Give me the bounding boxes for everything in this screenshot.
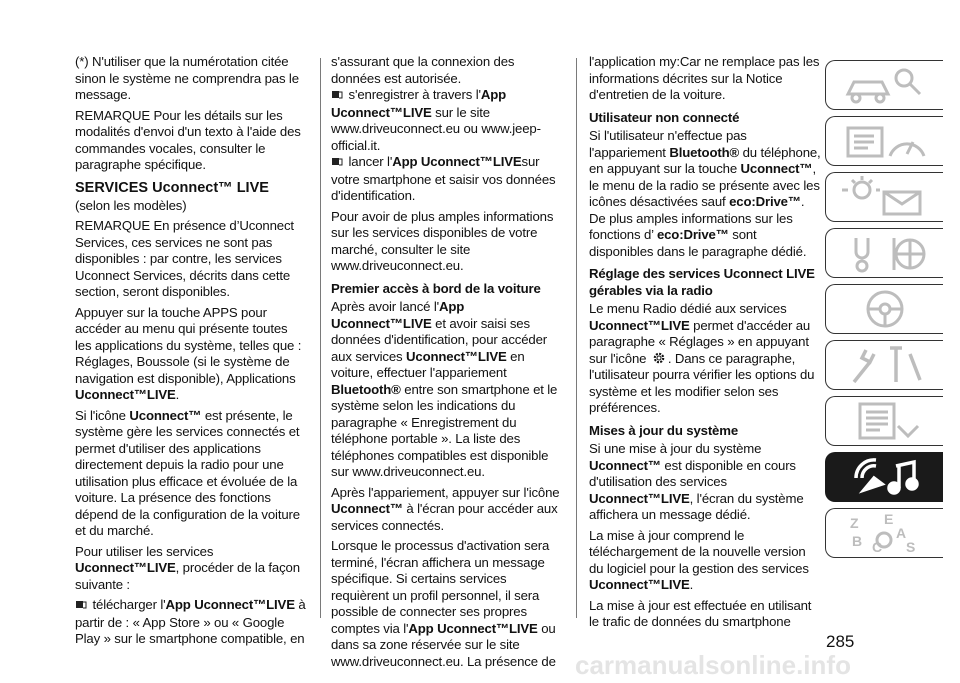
- paragraph: [331, 299, 563, 481]
- text: en voiture, effectuer l'appariement: [331, 348, 525, 380]
- text: .: [689, 577, 694, 592]
- text: Après avoir lancé l': [331, 299, 439, 314]
- bold-text: Uconnect™LIVE: [75, 387, 176, 402]
- bullet-icon: [75, 598, 89, 615]
- text: du téléphone, en appuyant sur la touche: [589, 144, 821, 176]
- text: .: [800, 194, 805, 209]
- paragraph: [331, 538, 563, 670]
- subsection-heading: Mises à jour du système: [589, 422, 738, 438]
- subsection-heading: Premier accès à bord de la voiture: [331, 280, 541, 296]
- column-1: [75, 54, 307, 652]
- tab-specifications[interactable]: [825, 396, 943, 446]
- column-2: [331, 54, 563, 674]
- text: ou dans sa zone réservée sur le site www.driveuconnect.eu. La présence de: [331, 620, 556, 669]
- bold-text: App Uconnect™LIVE: [331, 299, 465, 331]
- text: Appuyer sur la touche APPS pour accéder au menu qui présente toutes les applications du système, telles que : Réglages, Boussole (si le système de navigation est disponible), Applications: [75, 304, 302, 386]
- bold-text: Uconnect™: [589, 457, 661, 473]
- paragraph: REMARQUE En présence d’Uconnect Services, ces services ne sont pas disponibles : par contre, les services Uconnect Services, décrits dans cette section, seront disponibles.: [75, 218, 294, 299]
- bold-text: App Uconnect™LIVE: [408, 620, 538, 636]
- svg-text:Z: Z: [850, 515, 859, 531]
- paragraph: [589, 301, 821, 417]
- column-3: [589, 54, 821, 635]
- bold-text: Uconnect™LIVE: [406, 348, 507, 364]
- steering-wheel-icon: [840, 288, 930, 330]
- index-icon: [840, 512, 930, 554]
- subsection-heading: Utilisateur non connecté: [589, 109, 740, 125]
- svg-text:E: E: [884, 512, 894, 527]
- paragraph: [75, 408, 307, 540]
- multimedia-icon: [840, 456, 930, 498]
- paragraph: REMARQUE Pour les détails sur les modalités d'envoi d'un texto à l'aide des commandes vocales, consulter le paragraphe spécifique.: [75, 107, 301, 172]
- text: , le menu de la radio se présente avec les icônes désactivées sauf: [589, 161, 820, 209]
- bold-text: Uconnect™: [740, 161, 813, 176]
- bullet-item: [331, 154, 563, 205]
- text: s'enregistrer à travers l': [345, 87, 481, 102]
- text: sont disponibles dans le paragraphe dédié.: [589, 227, 807, 259]
- svg-text:C: C: [872, 539, 883, 554]
- tab-maintenance[interactable]: [825, 340, 943, 390]
- bold-text: Uconnect™LIVE: [589, 577, 690, 592]
- text: La mise à jour comprend le téléchargement de la nouvelle version du logiciel pour la gestion des services: [589, 527, 809, 576]
- bullet-item: [75, 597, 307, 648]
- bold-text: Uconnect™LIVE: [589, 490, 690, 506]
- column-divider: [576, 58, 577, 618]
- text: à partir de : « App Store » ou « Google Play » sur le smartphone compatible, en: [75, 597, 306, 646]
- paragraph: [589, 528, 821, 594]
- bold-text: Uconnect™LIVE: [589, 317, 690, 333]
- tab-lights-warnings[interactable]: [825, 172, 943, 222]
- column-divider: [320, 58, 321, 618]
- paragraph: La mise à jour est effectuée en utilisant le trafic de données du smartphone: [589, 597, 812, 629]
- paragraph: [75, 305, 307, 404]
- bullet-icon: [331, 155, 345, 172]
- text: Lorsque le processus d'activation sera terminé, l'écran affichera un message spécifique. Si certains services requièrent un profil personnel, il sera possible de connecter ses propres comptes via l': [331, 538, 550, 636]
- bold-text: Uconnect™: [129, 407, 202, 423]
- text: sur le site www.driveuconnect.eu ou www.jeep-official.it.: [331, 104, 541, 153]
- text: lancer l': [345, 154, 393, 169]
- text: permet d'accéder au paragraphe « Réglages » en appuyant sur l'icône: [589, 317, 811, 366]
- tab-car-info[interactable]: [825, 60, 943, 110]
- paragraph: Pour avoir de plus amples informations sur les services disponibles de votre marché, consulter le site www.driveuconnect.eu.: [331, 208, 554, 273]
- tab-dashboard[interactable]: [825, 116, 943, 166]
- text: . Dans ce paragraphe, l'utilisateur pourra vérifier les options du système et les modifier selon ses préférences.: [589, 350, 815, 415]
- bold-text: Bluetooth®: [669, 144, 740, 160]
- bold-text: Bluetooth®: [331, 381, 401, 397]
- paragraph: (*) N'utiliser que la numérotation citée sinon le système ne comprendra pas le message.: [75, 54, 299, 102]
- text: télécharger l': [89, 597, 166, 612]
- text: à l'écran pour accéder aux services connectés.: [331, 501, 558, 533]
- bold-text: App Uconnect™LIVE: [165, 597, 295, 612]
- paragraph: [331, 485, 563, 535]
- text: entre son smartphone et le système selon les indications du paragraphe « Enregistrement du téléphone portable ». La liste des téléphones compatibles est disponible sur www.driveuconnect.eu.: [331, 381, 558, 479]
- gear-icon: [652, 351, 666, 365]
- tools-icon: [840, 344, 930, 386]
- text: est disponible en cours d'utilisation des services: [589, 457, 796, 489]
- text: Pour utiliser les services: [75, 543, 214, 559]
- paragraph: [589, 441, 821, 524]
- text: .: [175, 387, 180, 402]
- lights-warning-icon: [840, 176, 930, 218]
- paragraph: l'application my:Car ne remplace pas les informations décrites sur la Notice d'entretien de la voiture.: [589, 54, 820, 102]
- text: sur votre smartphone et saisir vos données d'identification.: [331, 154, 556, 203]
- dashboard-icon: [840, 120, 930, 162]
- car-info-icon: [840, 64, 930, 106]
- text: Si une mise à jour du système: [589, 441, 762, 456]
- tab-multimedia[interactable]: [825, 452, 943, 502]
- bullet-icon: [331, 88, 345, 105]
- tab-steering[interactable]: [825, 284, 943, 334]
- text: , procéder de la façon suivante :: [75, 560, 300, 592]
- text: est présente, le système gère les services connectés et permet d'utiliser des applications directement depuis la radio pour une utilisation plus efficace et évoluée de la voiture. La présence des fonctions dépend de la configuration de la voiture et du marché.: [75, 407, 300, 538]
- text: et avoir saisi ses données d'identification, pour accéder aux services: [331, 315, 548, 364]
- safety-icon: [840, 232, 930, 274]
- page-number: 285: [826, 632, 855, 651]
- text: De plus amples informations sur les fonctions d’: [589, 210, 793, 242]
- tab-index[interactable]: [825, 508, 943, 558]
- svg-text:B: B: [852, 533, 863, 549]
- bold-text: eco:Drive™: [656, 227, 729, 242]
- text: Le menu Radio dédié aux services: [589, 301, 787, 316]
- bullet-item: [331, 87, 563, 154]
- specs-icon: [840, 400, 930, 442]
- section-heading: SERVICES Uconnect™ LIVE: [75, 179, 269, 196]
- text: , l'écran du système affichera un message dédié.: [589, 490, 804, 522]
- paragraph: [589, 128, 821, 211]
- subsection-heading: Réglage des services Uconnect LIVE gérables via la radio: [589, 266, 815, 298]
- section-subheading: (selon les modèles): [75, 197, 187, 213]
- tab-safety[interactable]: [825, 228, 943, 278]
- text: Après l'appariement, appuyer sur l'icône: [331, 484, 560, 500]
- bold-text: Uconnect™: [331, 501, 403, 516]
- svg-text:S: S: [906, 539, 916, 554]
- watermark: carmanualsonline.info: [575, 650, 851, 680]
- bold-text: Uconnect™LIVE: [75, 560, 176, 575]
- bold-text: eco:Drive™: [729, 194, 801, 209]
- bold-text: App Uconnect™LIVE: [331, 87, 507, 120]
- paragraph: [589, 211, 821, 261]
- bold-text: App Uconnect™LIVE: [392, 154, 522, 169]
- text: Si l'icône: [75, 407, 130, 423]
- paragraph: s'assurant que la connexion des données est autorisée.: [331, 54, 515, 86]
- paragraph: [75, 544, 307, 594]
- svg-text:A: A: [896, 525, 907, 541]
- text: Si l'utilisateur n'effectue pas l'appariement: [589, 128, 747, 160]
